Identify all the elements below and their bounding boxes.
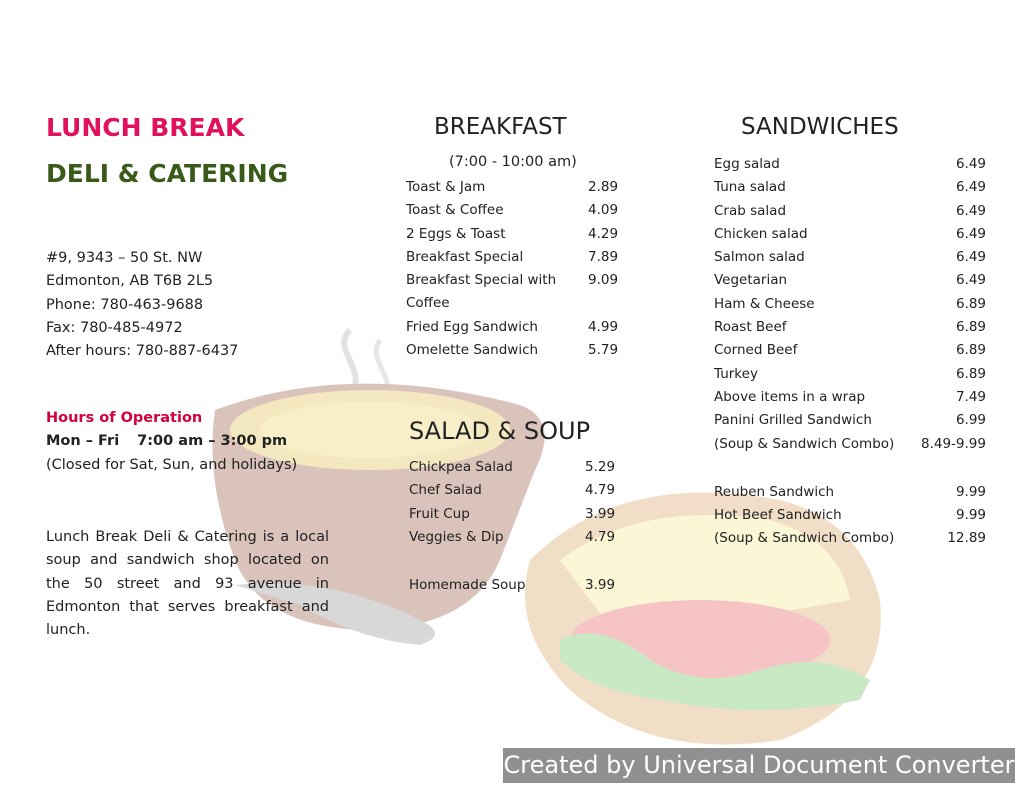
item-name: Fried Egg Sandwich bbox=[406, 318, 538, 335]
menu-item bbox=[714, 339, 986, 362]
item-price: 4.99 bbox=[588, 318, 619, 335]
item-price: 6.89 bbox=[955, 295, 986, 312]
item-price: 2.89 bbox=[588, 179, 619, 195]
item-name: Chef Salad bbox=[409, 482, 482, 499]
item-name: Egg salad bbox=[714, 156, 780, 172]
business-name: LUNCH BREAK bbox=[46, 113, 245, 142]
item-name: Chicken salad bbox=[714, 225, 808, 242]
item-name: Breakfast Special with Coffee bbox=[406, 272, 557, 312]
menu-item bbox=[714, 386, 986, 409]
item-name: (Soup & Sandwich Combo) bbox=[714, 530, 895, 547]
description: Lunch Break Deli & Catering is a local soup and sandwich shop located on the 50 street and 93 avenue in Edmonton that serves breakfast and lunch. bbox=[46, 529, 329, 639]
item-name: Crab salad bbox=[714, 202, 787, 219]
item-name: (Soup & Sandwich Combo) bbox=[714, 435, 895, 452]
item-name: Chickpea Salad bbox=[409, 459, 513, 475]
breakfast-hours: (7:00 - 10:00 am) bbox=[449, 154, 577, 170]
sandwiches-title: SANDWICHES bbox=[741, 114, 899, 140]
item-price: 6.49 bbox=[955, 156, 986, 172]
menu-item bbox=[714, 527, 986, 550]
menu-item bbox=[406, 223, 620, 246]
hours-heading: Hours of Operation bbox=[46, 410, 203, 426]
menu-item-soup bbox=[409, 574, 619, 597]
menu-item bbox=[714, 153, 986, 176]
item-name: Breakfast Special bbox=[406, 248, 524, 265]
breakfast-title: BREAKFAST bbox=[434, 114, 567, 140]
item-price: 7.49 bbox=[955, 388, 986, 405]
item-price: 4.29 bbox=[588, 225, 619, 242]
item-price: 6.99 bbox=[955, 412, 986, 429]
menu-item bbox=[714, 223, 986, 246]
menu-item bbox=[714, 363, 986, 386]
item-price: 9.99 bbox=[955, 507, 986, 524]
salad-soup-list bbox=[409, 456, 619, 597]
item-price: 7.89 bbox=[588, 248, 619, 265]
item-name: Salmon salad bbox=[714, 249, 805, 266]
converter-watermark: Created by Universal Document Converter bbox=[503, 748, 1015, 783]
item-price: 6.89 bbox=[955, 342, 986, 359]
item-name: Toast & Coffee bbox=[406, 202, 504, 219]
item-price: 4.79 bbox=[585, 528, 616, 545]
menu-item bbox=[409, 503, 619, 526]
menu-item bbox=[714, 316, 986, 339]
menu-item bbox=[714, 176, 986, 199]
item-name: Corned Beef bbox=[714, 342, 798, 359]
hours-time: 7:00 am – 3:00 pm bbox=[137, 433, 288, 449]
menu-item bbox=[406, 176, 620, 199]
item-name: Roast Beef bbox=[714, 319, 787, 336]
menu-item bbox=[409, 479, 619, 502]
item-price: 4.79 bbox=[585, 482, 616, 499]
menu-item bbox=[714, 246, 986, 269]
address-line-2: Edmonton, AB T6B 2L5 bbox=[46, 273, 214, 290]
item-price: 8.49-9.99 bbox=[921, 435, 986, 452]
menu-item bbox=[406, 269, 620, 316]
item-name: Toast & Jam bbox=[406, 179, 486, 195]
menu-item bbox=[409, 456, 619, 479]
after-hours: After hours: 780-887-6437 bbox=[46, 343, 239, 360]
fax: Fax: 780-485-4972 bbox=[46, 319, 183, 336]
hours-note: (Closed for Sat, Sun, and holidays) bbox=[46, 457, 298, 473]
item-price: 6.89 bbox=[955, 365, 986, 382]
address-line-1: #9, 9343 – 50 St. NW bbox=[46, 250, 203, 266]
item-price: 6.89 bbox=[955, 319, 986, 336]
item-price: 12.89 bbox=[947, 530, 986, 547]
item-name: Reuben Sandwich bbox=[714, 483, 835, 500]
item-name: Omelette Sandwich bbox=[406, 342, 539, 359]
item-name: Homemade Soup bbox=[409, 577, 526, 594]
hours-days: Mon – Fri bbox=[46, 433, 120, 449]
item-price: 3.99 bbox=[585, 505, 616, 522]
item-price: 6.49 bbox=[955, 249, 986, 266]
item-price: 9.09 bbox=[588, 272, 619, 289]
item-price: 6.49 bbox=[955, 202, 986, 219]
menu-item bbox=[714, 200, 986, 223]
menu-item bbox=[714, 293, 986, 316]
item-price: 5.79 bbox=[588, 342, 619, 359]
item-name: Veggies & Dip bbox=[409, 528, 504, 545]
menu-item bbox=[714, 433, 986, 456]
breakfast-list bbox=[406, 176, 620, 362]
business-subtitle: DELI & CATERING bbox=[46, 159, 289, 188]
item-name: Vegetarian bbox=[714, 272, 788, 289]
menu-item bbox=[714, 504, 986, 527]
contact-block bbox=[46, 247, 238, 363]
item-name: Fruit Cup bbox=[409, 505, 470, 522]
menu-item bbox=[406, 246, 620, 269]
item-price: 6.49 bbox=[955, 272, 986, 289]
item-price: 4.09 bbox=[588, 202, 619, 219]
sandwiches-list bbox=[714, 153, 986, 551]
salad-soup-title: SALAD & SOUP bbox=[409, 417, 591, 445]
phone: Phone: 780-463-9688 bbox=[46, 296, 204, 313]
item-price: 6.49 bbox=[955, 179, 986, 196]
item-name: Ham & Cheese bbox=[714, 295, 815, 312]
menu-item bbox=[714, 269, 986, 292]
item-price: 5.29 bbox=[585, 459, 616, 475]
menu-item bbox=[406, 199, 620, 222]
item-name: Hot Beef Sandwich bbox=[714, 507, 842, 524]
menu-item bbox=[406, 316, 620, 339]
item-name: Tuna salad bbox=[714, 179, 786, 196]
menu-item bbox=[714, 481, 986, 504]
menu-item bbox=[406, 339, 620, 362]
hours-line bbox=[46, 433, 287, 449]
item-name: Panini Grilled Sandwich bbox=[714, 412, 872, 429]
item-name: Turkey bbox=[714, 365, 758, 382]
item-price: 3.99 bbox=[585, 577, 616, 594]
menu-item bbox=[714, 409, 986, 432]
item-name: Above items in a wrap bbox=[714, 388, 866, 405]
item-name: 2 Eggs & Toast bbox=[406, 225, 506, 242]
menu-item bbox=[409, 526, 619, 549]
item-price: 9.99 bbox=[955, 483, 986, 500]
item-price: 6.49 bbox=[955, 225, 986, 242]
